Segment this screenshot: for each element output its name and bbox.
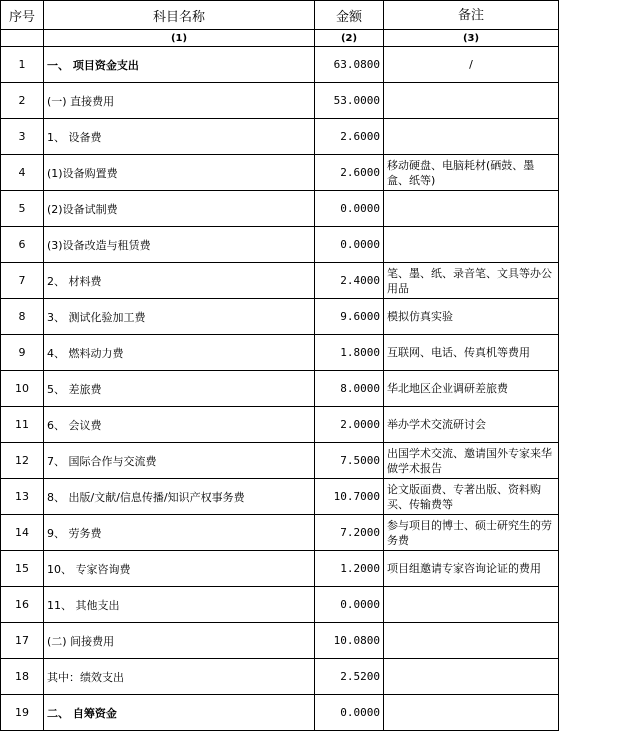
row-no: 19	[1, 695, 44, 731]
row-name: 7、 国际合作与交流费	[44, 443, 315, 479]
row-no: 11	[1, 407, 44, 443]
row-note: 参与项目的博士、硕士研究生的劳务费	[384, 515, 559, 551]
row-name: 3、 测试化验加工费	[44, 299, 315, 335]
row-note	[384, 83, 559, 119]
row-amount: 9.6000	[315, 299, 384, 335]
header-no: 序号	[1, 1, 44, 30]
table-row	[1, 515, 559, 551]
row-amount: 0.0000	[315, 227, 384, 263]
row-note: 笔、墨、纸、录音笔、文具等办公用品	[384, 263, 559, 299]
header-amount: 金额	[315, 1, 384, 30]
subheader-note: (3)	[384, 30, 559, 47]
subheader-row	[1, 30, 559, 47]
row-no: 3	[1, 119, 44, 155]
row-amount: 10.0800	[315, 623, 384, 659]
row-note: 模拟仿真实验	[384, 299, 559, 335]
subheader-name: (1)	[44, 30, 315, 47]
row-no: 7	[1, 263, 44, 299]
row-note	[384, 695, 559, 731]
row-note: 华北地区企业调研差旅费	[384, 371, 559, 407]
row-no: 5	[1, 191, 44, 227]
row-note: 举办学术交流研讨会	[384, 407, 559, 443]
row-amount: 63.0800	[315, 47, 384, 83]
row-no: 14	[1, 515, 44, 551]
row-no: 15	[1, 551, 44, 587]
row-note	[384, 623, 559, 659]
row-note: 出国学术交流、邀请国外专家来华做学术报告	[384, 443, 559, 479]
row-note	[384, 191, 559, 227]
row-amount: 2.6000	[315, 119, 384, 155]
table-row	[1, 443, 559, 479]
table-row	[1, 623, 559, 659]
row-name: 4、 燃料动力费	[44, 335, 315, 371]
row-note: /	[384, 47, 559, 83]
table-row	[1, 551, 559, 587]
table-row	[1, 47, 559, 83]
row-amount: 1.8000	[315, 335, 384, 371]
table-row	[1, 587, 559, 623]
table-row	[1, 119, 559, 155]
row-name: (1)设备购置费	[44, 155, 315, 191]
table-row	[1, 335, 559, 371]
row-name: 1、 设备费	[44, 119, 315, 155]
header-row	[1, 1, 559, 30]
row-no: 2	[1, 83, 44, 119]
row-note	[384, 119, 559, 155]
table-row	[1, 479, 559, 515]
row-note	[384, 587, 559, 623]
table-row	[1, 695, 559, 731]
row-note: 论文版面费、专著出版、资料购买、传输费等	[384, 479, 559, 515]
subheader-no	[1, 30, 44, 47]
table-row	[1, 83, 559, 119]
row-amount: 2.0000	[315, 407, 384, 443]
row-no: 4	[1, 155, 44, 191]
row-name: 6、 会议费	[44, 407, 315, 443]
row-amount: 0.0000	[315, 587, 384, 623]
row-name: (一) 直接费用	[44, 83, 315, 119]
table-row	[1, 407, 559, 443]
table-row	[1, 191, 559, 227]
table-row	[1, 371, 559, 407]
row-amount: 7.2000	[315, 515, 384, 551]
row-amount: 8.0000	[315, 371, 384, 407]
row-no: 6	[1, 227, 44, 263]
row-amount: 2.6000	[315, 155, 384, 191]
row-no: 18	[1, 659, 44, 695]
row-name: (2)设备试制费	[44, 191, 315, 227]
row-name: 11、 其他支出	[44, 587, 315, 623]
subheader-amount: (2)	[315, 30, 384, 47]
row-name: (二) 间接费用	[44, 623, 315, 659]
row-amount: 10.7000	[315, 479, 384, 515]
row-name: 5、 差旅费	[44, 371, 315, 407]
table-row	[1, 659, 559, 695]
header-name: 科目名称	[44, 1, 315, 30]
row-amount: 1.2000	[315, 551, 384, 587]
row-no: 16	[1, 587, 44, 623]
row-no: 12	[1, 443, 44, 479]
row-name: 一、 项目资金支出	[44, 47, 315, 83]
row-name: 10、 专家咨询费	[44, 551, 315, 587]
row-amount: 0.0000	[315, 191, 384, 227]
table-row	[1, 155, 559, 191]
row-name: 9、 劳务费	[44, 515, 315, 551]
row-note	[384, 659, 559, 695]
row-amount: 0.0000	[315, 695, 384, 731]
row-name: 2、 材料费	[44, 263, 315, 299]
row-name: 8、 出版/文献/信息传播/知识产权事务费	[44, 479, 315, 515]
row-no: 10	[1, 371, 44, 407]
row-name: 其中：绩效支出	[44, 659, 315, 695]
row-no: 17	[1, 623, 44, 659]
table-row	[1, 227, 559, 263]
row-note	[384, 227, 559, 263]
row-no: 8	[1, 299, 44, 335]
table-row	[1, 263, 559, 299]
row-note: 移动硬盘、电脑耗材(硒鼓、墨盒、纸等)	[384, 155, 559, 191]
row-amount: 53.0000	[315, 83, 384, 119]
row-no: 13	[1, 479, 44, 515]
row-amount: 2.5200	[315, 659, 384, 695]
header-note: 备注	[384, 1, 559, 30]
row-no: 1	[1, 47, 44, 83]
row-amount: 7.5000	[315, 443, 384, 479]
table-row	[1, 299, 559, 335]
row-no: 9	[1, 335, 44, 371]
row-name: (3)设备改造与租赁费	[44, 227, 315, 263]
row-note: 项目组邀请专家咨询论证的费用	[384, 551, 559, 587]
row-amount: 2.4000	[315, 263, 384, 299]
row-note: 互联网、电话、传真机等费用	[384, 335, 559, 371]
row-name: 二、 自筹资金	[44, 695, 315, 731]
